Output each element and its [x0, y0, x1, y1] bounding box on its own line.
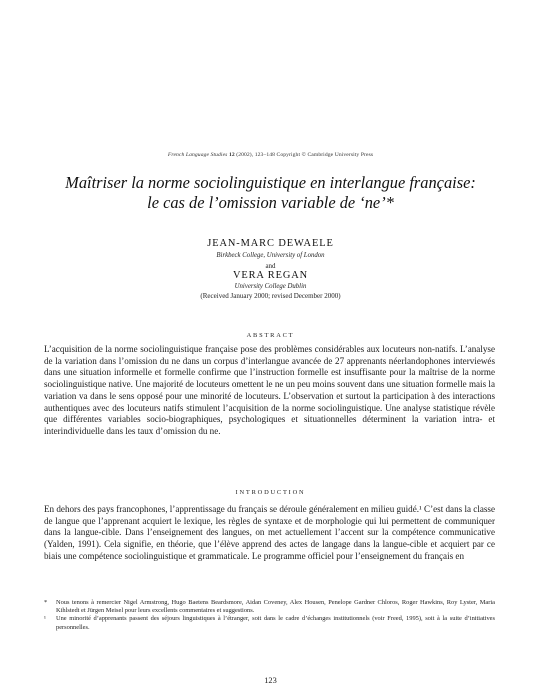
journal-volume: 12 [228, 152, 235, 158]
introduction-paragraph: En dehors des pays francophones, l’apprentissage du français se déroule généralement en milieu guidé.¹ C’est dans la classe de langue que l’apprenant acquiert le lexique, les règles de syntaxe et de morphologie qui lui permettent de communiquer dans la langue-cible. Dans l’enseignement des langues, on met actuellement l’accent sur la compétence communicative (Yalden, 1991). Cela signifie, en théorie, que l’élève apprend des actes de langage dans la langue-cible et acquiert par ce biais une compétence sociolinguistique et grammaticale. Le programme officiel pour l’enseignement du français en [44, 504, 495, 561]
footnote-acknowledgements [44, 599, 495, 615]
author-name-2: VERA REGAN [232, 270, 309, 281]
journal-details: (2002), 123–148 Copyright © Cambridge University Press [234, 152, 374, 158]
received-dates: (Received January 2000; revised December 2000) [200, 292, 341, 300]
author-name-1: JEAN-MARC DEWAELE [207, 238, 334, 249]
journal-citation-line [0, 152, 541, 158]
journal-name: French Language Studies [167, 152, 228, 158]
article-title: Maîtriser la norme sociolinguistique en interlangue française: le cas de l’omission variable de ‘ne’* [65, 173, 476, 212]
introduction-text [44, 504, 495, 563]
abstract-text: L’acquisition de la norme sociolinguistique française pose des problèmes considérables aux locuteurs non-natifs. L’analyse de la variation dans l’omission du ne dans un corpus d’interlangue avancée de 27 apprenants néerlandophones interviewés dans une situation informelle et formelle confirme que l’instruction formelle est insuffisante pour la maîtrise de la norme sociolinguistique native. Une majorité de locuteurs omettent le ne un peu moins souvent dans une situation formelle mais la variation va dans le sens opposé pour une minorité de locuteurs. L’observation et surtout la participation à des interactions authentiques avec des locuteurs natifs stimulent l’acquisition de la norme sociolinguistique. Une analyse statistique révèle que différentes variables socio-biographiques, psychologiques et situationnelles déterminent la variation intra- et interindividuelle dans les taux d’omission du ne. [44, 344, 495, 436]
author-affiliation-1: Birkbeck College, University of London [216, 252, 325, 259]
footnote-mark: * [44, 599, 48, 606]
abstract-heading: ABSTRACT [246, 332, 295, 339]
footnote-mark: ¹ [44, 615, 46, 623]
footnote-text: Une minorité d’apprenants passent des séjours linguistiques à l’étranger, soit dans le cadre d’échanges institutionnels (voir Freed, 1995), soit à la suite d’initiatives personnelles. [56, 615, 495, 631]
introduction-heading: INTRODUCTION [235, 489, 306, 496]
page-number: 123 [264, 676, 277, 685]
footnote-1 [44, 615, 495, 631]
author-conjunction: and [265, 262, 276, 270]
footnotes [44, 599, 495, 632]
footnote-text: Nous tenons à remercier Nigel Armstrong, Hugo Baetens Beardsmore, Aidan Coveney, Alex Housen, Penelope Gardner Chloros, Roger Hawkins, Roy Lyster, Maria Kihlstedt et Jürgen Meisel pour leurs excellents commentaires et suggestions. [56, 599, 495, 615]
author-affiliation-2: University College Dublin [234, 283, 307, 290]
